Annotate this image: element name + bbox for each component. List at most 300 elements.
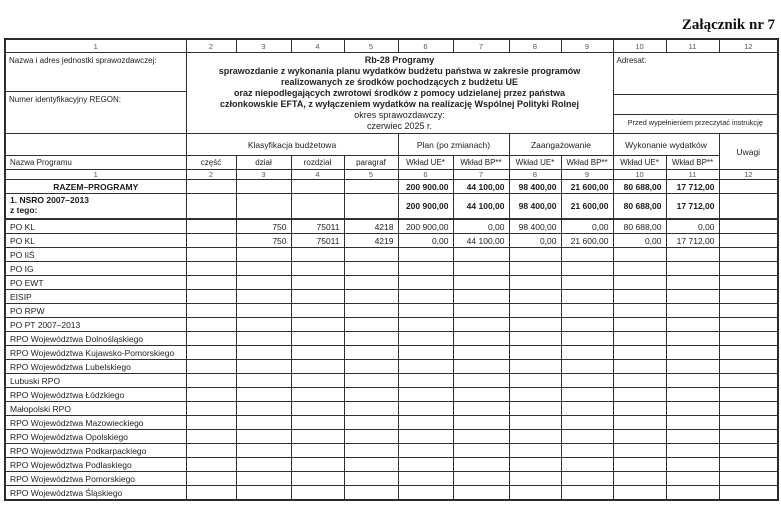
zaang-wklad-bp-value xyxy=(561,486,613,501)
plan-wklad-ue-value xyxy=(398,430,453,444)
plan-wklad-ue-value xyxy=(398,346,453,360)
rozdzial-value: 75011 xyxy=(291,219,344,234)
form-title-line: oraz niepodlegających zwrotowi środków z pomocy udzielanej przez państwa xyxy=(233,88,566,98)
wyk-wklad-bp-value: 0,00 xyxy=(666,219,719,234)
zaang-wklad-ue-value: 0,00 xyxy=(509,234,561,248)
regon-label: Numer identyfikacyjny REGON: xyxy=(9,95,122,104)
uwagi-value xyxy=(719,180,778,194)
plan-wklad-bp-value xyxy=(453,332,509,346)
form-title-line: członkowskie EFTA, z wyłączeniem wydatków na realizację Wspólnej Polityki Rolnej xyxy=(220,99,579,109)
dzial-value xyxy=(236,318,291,332)
program-rows xyxy=(5,180,778,501)
czesc-value xyxy=(186,304,236,318)
paragraf-value xyxy=(344,276,398,290)
rozdzial-value xyxy=(291,346,344,360)
table-row xyxy=(5,430,778,444)
zaang-wklad-bp-value xyxy=(561,360,613,374)
wyk-wklad-ue-value xyxy=(613,332,666,346)
rozdzial-value xyxy=(291,430,344,444)
uwagi-value xyxy=(719,416,778,430)
paragraf-value xyxy=(344,402,398,416)
czesc-value xyxy=(186,444,236,458)
czesc-value xyxy=(186,486,236,501)
zaang-wklad-bp-value xyxy=(561,416,613,430)
plan-wklad-bp-value xyxy=(453,276,509,290)
uwagi-value xyxy=(719,248,778,262)
zaang-wklad-bp-value xyxy=(561,262,613,276)
zaang-wklad-ue-value: 98 400,00 xyxy=(509,180,561,194)
zaang-wklad-ue-value xyxy=(509,248,561,262)
reporting-unit-cell xyxy=(5,53,186,134)
zaang-wklad-bp-value xyxy=(561,388,613,402)
program-name: RPO Województwa Pomorskiego xyxy=(5,472,186,486)
program-name: PO IG xyxy=(5,262,186,276)
table-row xyxy=(5,234,778,248)
column-number-row-sub xyxy=(5,170,778,180)
form-title-block xyxy=(186,53,613,134)
zaang-wklad-ue-value xyxy=(509,290,561,304)
czesc-value xyxy=(186,194,236,220)
czesc-value xyxy=(186,360,236,374)
table-row xyxy=(5,444,778,458)
form-title-line: realizowanych ze środków pochodzących z budżetu UE xyxy=(280,77,519,87)
column-number: 6 xyxy=(398,39,453,53)
uwagi-value xyxy=(719,430,778,444)
column-number: 11 xyxy=(666,170,719,180)
wyk-wklad-ue-value: 0,00 xyxy=(613,234,666,248)
plan-wklad-bp-value xyxy=(453,304,509,318)
wyk-wklad-ue-value xyxy=(613,262,666,276)
wyk-wklad-bp-header: Wkład BP** xyxy=(666,156,719,170)
paragraf-value xyxy=(344,416,398,430)
column-number: 10 xyxy=(613,170,666,180)
plan-group-header: Plan (po zmianach) xyxy=(398,134,509,156)
zaang-wklad-ue-value xyxy=(509,458,561,472)
classification-group-header: Klasyfikacja budżetowa xyxy=(186,134,398,156)
table-row xyxy=(5,388,778,402)
czesc-value xyxy=(186,318,236,332)
zaang-wklad-bp-value xyxy=(561,444,613,458)
column-number: 12 xyxy=(719,39,778,53)
czesc-value xyxy=(186,262,236,276)
paragraf-value: 4218 xyxy=(344,219,398,234)
column-number: 3 xyxy=(236,170,291,180)
table-row xyxy=(5,290,778,304)
program-name: EISIP xyxy=(5,290,186,304)
group-header-row xyxy=(5,134,778,156)
empty-corner-cell xyxy=(5,134,186,156)
table-row xyxy=(5,332,778,346)
paragraf-value xyxy=(344,332,398,346)
wyk-wklad-ue-value xyxy=(613,374,666,388)
table-row xyxy=(5,402,778,416)
wyk-wklad-ue-value xyxy=(613,458,666,472)
wyk-wklad-ue-value xyxy=(613,388,666,402)
zaang-wklad-ue-value xyxy=(509,374,561,388)
table-row xyxy=(5,219,778,234)
paragraf-value xyxy=(344,194,398,220)
column-number: 2 xyxy=(186,170,236,180)
dzial-value xyxy=(236,180,291,194)
dzial-value xyxy=(236,304,291,318)
uwagi-value xyxy=(719,486,778,501)
table-row xyxy=(5,458,778,472)
zaang-wklad-bp-value xyxy=(561,430,613,444)
column-number: 1 xyxy=(5,170,186,180)
paragraf-value xyxy=(344,360,398,374)
plan-wklad-bp-value xyxy=(453,416,509,430)
paragraf-value xyxy=(344,262,398,276)
program-name: PO KL xyxy=(5,234,186,248)
dzial-header: dział xyxy=(236,156,291,170)
execution-group-header: Wykonanie wydatków xyxy=(613,134,719,156)
zaang-wklad-ue-value xyxy=(509,472,561,486)
wyk-wklad-bp-value xyxy=(666,332,719,346)
plan-wklad-ue-value xyxy=(398,290,453,304)
paragraf-value xyxy=(344,248,398,262)
plan-wklad-bp-value xyxy=(453,402,509,416)
czesc-value xyxy=(186,346,236,360)
zaang-wklad-bp-value xyxy=(561,304,613,318)
table-row xyxy=(5,262,778,276)
column-number: 9 xyxy=(561,170,613,180)
wyk-wklad-bp-value: 17 712,00 xyxy=(666,234,719,248)
uwagi-value xyxy=(719,346,778,360)
plan-wklad-bp-value xyxy=(453,360,509,374)
column-number: 11 xyxy=(666,39,719,53)
zaang-wklad-ue-value xyxy=(509,346,561,360)
zaang-wklad-bp-value xyxy=(561,290,613,304)
czesc-value xyxy=(186,332,236,346)
uwagi-value xyxy=(719,194,778,220)
plan-wklad-ue-value xyxy=(398,472,453,486)
paragraf-value xyxy=(344,180,398,194)
column-number: 7 xyxy=(453,39,509,53)
program-name: PO IiŚ xyxy=(5,248,186,262)
czesc-value xyxy=(186,374,236,388)
dzial-value xyxy=(236,374,291,388)
zaang-wklad-bp-value xyxy=(561,472,613,486)
dzial-value xyxy=(236,402,291,416)
czesc-value xyxy=(186,430,236,444)
zaang-wklad-bp-value xyxy=(561,248,613,262)
zaang-wklad-bp-header: Wkład BP** xyxy=(561,156,613,170)
rozdzial-value xyxy=(291,180,344,194)
wyk-wklad-ue-value: 80 688,00 xyxy=(613,194,666,220)
instruction-note: Przed wypełnieniem przeczytać instrukcję xyxy=(627,118,763,127)
plan-wklad-ue-value: 200 900.00 xyxy=(398,180,453,194)
czesc-value xyxy=(186,416,236,430)
program-name: RPO Województwa Dolnośląskiego xyxy=(5,332,186,346)
plan-wklad-bp-value: 44 100,00 xyxy=(453,180,509,194)
column-number-row-top xyxy=(5,39,778,53)
column-number: 12 xyxy=(719,170,778,180)
plan-wklad-bp-value xyxy=(453,290,509,304)
program-name: Małopolski RPO xyxy=(5,402,186,416)
zaang-wklad-ue-value xyxy=(509,416,561,430)
czesc-value xyxy=(186,388,236,402)
plan-wklad-bp-value xyxy=(453,486,509,501)
rozdzial-value xyxy=(291,472,344,486)
reporting-unit-label: Nazwa i adres jednostki sprawozdawczej: xyxy=(6,53,186,92)
rozdzial-value xyxy=(291,486,344,501)
zaang-wklad-ue-value xyxy=(509,276,561,290)
zaang-wklad-ue-value xyxy=(509,332,561,346)
uwagi-value xyxy=(719,276,778,290)
program-name: Lubuski RPO xyxy=(5,374,186,388)
wyk-wklad-ue-value xyxy=(613,430,666,444)
dzial-value: 750 xyxy=(236,234,291,248)
wyk-wklad-bp-value xyxy=(666,402,719,416)
plan-wklad-bp-value xyxy=(453,346,509,360)
wyk-wklad-bp-value xyxy=(666,276,719,290)
wyk-wklad-ue-value xyxy=(613,304,666,318)
plan-wklad-bp-value xyxy=(453,374,509,388)
wyk-wklad-bp-value xyxy=(666,486,719,501)
column-number: 3 xyxy=(236,39,291,53)
plan-wklad-bp-value: 44 100,00 xyxy=(453,234,509,248)
dzial-value xyxy=(236,444,291,458)
program-name: PO PT 2007–2013 xyxy=(5,318,186,332)
zaang-wklad-bp-value xyxy=(561,458,613,472)
paragraf-value: 4219 xyxy=(344,234,398,248)
table-row xyxy=(5,346,778,360)
program-name-header: Nazwa Programu xyxy=(5,156,186,170)
rozdzial-value xyxy=(291,276,344,290)
plan-wklad-ue-value xyxy=(398,360,453,374)
table-row xyxy=(5,276,778,290)
zaang-wklad-bp-value xyxy=(561,346,613,360)
table-row xyxy=(5,374,778,388)
dzial-value xyxy=(236,194,291,220)
uwagi-value xyxy=(719,444,778,458)
table-row xyxy=(5,248,778,262)
czesc-value xyxy=(186,458,236,472)
wyk-wklad-ue-value xyxy=(613,290,666,304)
wyk-wklad-ue-value xyxy=(613,486,666,501)
wyk-wklad-ue-value: 80 688,00 xyxy=(613,219,666,234)
wyk-wklad-ue-value xyxy=(613,416,666,430)
program-name: 1. NSRO 2007–2013 z tego: xyxy=(5,194,186,220)
table-row xyxy=(5,180,778,194)
dzial-value xyxy=(236,290,291,304)
rozdzial-value xyxy=(291,388,344,402)
wyk-wklad-ue-value xyxy=(613,402,666,416)
paragraf-value xyxy=(344,430,398,444)
dzial-value xyxy=(236,472,291,486)
rozdzial-header: rozdział xyxy=(291,156,344,170)
zaang-wklad-bp-value xyxy=(561,318,613,332)
dzial-value: 750 xyxy=(236,219,291,234)
wyk-wklad-bp-value: 17 712,00 xyxy=(666,194,719,220)
uwagi-value xyxy=(719,262,778,276)
zaang-wklad-ue-value xyxy=(509,360,561,374)
plan-wklad-ue-value xyxy=(398,262,453,276)
column-number: 1 xyxy=(5,39,186,53)
column-number: 9 xyxy=(561,39,613,53)
czesc-value xyxy=(186,472,236,486)
czesc-header: część xyxy=(186,156,236,170)
program-name: PO KL xyxy=(5,219,186,234)
wyk-wklad-ue-value: 80 688,00 xyxy=(613,180,666,194)
rozdzial-value xyxy=(291,248,344,262)
plan-wklad-bp-value xyxy=(453,458,509,472)
rozdzial-value xyxy=(291,304,344,318)
column-number: 2 xyxy=(186,39,236,53)
zaang-wklad-bp-value xyxy=(561,374,613,388)
zaang-wklad-ue-value xyxy=(509,318,561,332)
zaang-wklad-bp-value xyxy=(561,332,613,346)
dzial-value xyxy=(236,346,291,360)
wyk-wklad-ue-value xyxy=(613,346,666,360)
zaang-wklad-ue-value: 98 400,00 xyxy=(509,219,561,234)
wyk-wklad-bp-value xyxy=(666,304,719,318)
program-name: RPO Województwa Opolskiego xyxy=(5,430,186,444)
rozdzial-value xyxy=(291,332,344,346)
table-row xyxy=(5,194,778,220)
wyk-wklad-bp-value xyxy=(666,374,719,388)
table-row xyxy=(5,416,778,430)
form-code-title: Rb-28 Programy xyxy=(364,55,435,65)
column-number: 7 xyxy=(453,170,509,180)
wyk-wklad-ue-value xyxy=(613,318,666,332)
column-number: 8 xyxy=(509,39,561,53)
plan-wklad-ue-value xyxy=(398,388,453,402)
dzial-value xyxy=(236,416,291,430)
zaang-wklad-ue-value xyxy=(509,444,561,458)
czesc-value xyxy=(186,290,236,304)
zaang-wklad-ue-value: 98 400,00 xyxy=(509,194,561,220)
zaang-wklad-bp-value xyxy=(561,402,613,416)
uwagi-value xyxy=(719,332,778,346)
uwagi-value xyxy=(719,318,778,332)
plan-wklad-bp-value xyxy=(453,318,509,332)
plan-wklad-bp-header: Wkład BP** xyxy=(453,156,509,170)
uwagi-value xyxy=(719,374,778,388)
program-name: RPO Województwa Łódzkiego xyxy=(5,388,186,402)
program-name: RPO Województwa Śląskiego xyxy=(5,486,186,501)
sub-header-row xyxy=(5,156,778,170)
zaang-wklad-bp-value: 0,00 xyxy=(561,219,613,234)
plan-wklad-bp-value xyxy=(453,472,509,486)
table-row xyxy=(5,360,778,374)
paragraf-value xyxy=(344,290,398,304)
column-number: 6 xyxy=(398,170,453,180)
program-name: RPO Województwa Mazowieckiego xyxy=(5,416,186,430)
addressee-empty-box xyxy=(614,95,778,115)
form-title-line: sprawozdanie z wykonania planu wydatków budżetu państwa w zakresie programów xyxy=(218,66,581,76)
plan-wklad-ue-value xyxy=(398,374,453,388)
czesc-value xyxy=(186,402,236,416)
zaang-wklad-ue-value xyxy=(509,304,561,318)
rozdzial-value xyxy=(291,458,344,472)
uwagi-value xyxy=(719,472,778,486)
wyk-wklad-bp-value xyxy=(666,360,719,374)
program-name: RPO Województwa Podlaskiego xyxy=(5,458,186,472)
uwagi-value xyxy=(719,388,778,402)
wyk-wklad-ue-header: Wkład UE* xyxy=(613,156,666,170)
plan-wklad-ue-value xyxy=(398,248,453,262)
plan-wklad-bp-value xyxy=(453,430,509,444)
zaang-wklad-bp-value xyxy=(561,276,613,290)
uwagi-value xyxy=(719,219,778,234)
rozdzial-value xyxy=(291,318,344,332)
wyk-wklad-ue-value xyxy=(613,248,666,262)
wyk-wklad-bp-value xyxy=(666,458,719,472)
czesc-value xyxy=(186,180,236,194)
paragraf-value xyxy=(344,318,398,332)
paragraf-value xyxy=(344,374,398,388)
paragraf-header: paragraf xyxy=(344,156,398,170)
dzial-value xyxy=(236,486,291,501)
rozdzial-value xyxy=(291,194,344,220)
plan-wklad-ue-value xyxy=(398,332,453,346)
attachment-label: Załącznik nr 7 xyxy=(681,17,775,33)
reporting-period-value: czerwiec 2025 r. xyxy=(366,121,433,131)
czesc-value xyxy=(186,276,236,290)
dzial-value xyxy=(236,248,291,262)
addressee-label: Adresat: xyxy=(614,53,778,95)
plan-wklad-ue-value: 0,00 xyxy=(398,234,453,248)
plan-wklad-bp-value: 0,00 xyxy=(453,219,509,234)
zaang-wklad-ue-header: Wkład UE* xyxy=(509,156,561,170)
reporting-period-label: okres sprawozdawczy: xyxy=(354,110,445,120)
wyk-wklad-ue-value xyxy=(613,472,666,486)
uwagi-value xyxy=(719,360,778,374)
uwagi-value xyxy=(719,458,778,472)
uwagi-value xyxy=(719,290,778,304)
paragraf-value xyxy=(344,458,398,472)
paragraf-value xyxy=(344,304,398,318)
czesc-value xyxy=(186,234,236,248)
plan-wklad-bp-value xyxy=(453,388,509,402)
plan-wklad-ue-value xyxy=(398,276,453,290)
paragraf-value xyxy=(344,486,398,501)
dzial-value xyxy=(236,276,291,290)
wyk-wklad-bp-value xyxy=(666,416,719,430)
dzial-value xyxy=(236,332,291,346)
dzial-value xyxy=(236,388,291,402)
uwagi-value xyxy=(719,234,778,248)
plan-wklad-ue-value xyxy=(398,402,453,416)
wyk-wklad-bp-value xyxy=(666,430,719,444)
zaang-wklad-bp-value: 21 600,00 xyxy=(561,180,613,194)
column-number: 10 xyxy=(613,39,666,53)
column-number: 4 xyxy=(291,39,344,53)
plan-wklad-ue-header: Wkład UE* xyxy=(398,156,453,170)
rozdzial-value: 75011 xyxy=(291,234,344,248)
plan-wklad-ue-value: 200 900,00 xyxy=(398,219,453,234)
rozdzial-value xyxy=(291,360,344,374)
table-row xyxy=(5,304,778,318)
wyk-wklad-bp-value: 17 712,00 xyxy=(666,180,719,194)
addressee-cell xyxy=(613,53,778,134)
zaang-wklad-ue-value xyxy=(509,262,561,276)
table-row xyxy=(5,318,778,332)
plan-wklad-bp-value xyxy=(453,444,509,458)
dzial-value xyxy=(236,430,291,444)
wyk-wklad-ue-value xyxy=(613,360,666,374)
rozdzial-value xyxy=(291,290,344,304)
zaang-wklad-bp-value: 21 600,00 xyxy=(561,194,613,220)
program-name: RAZEM–PROGRAMY xyxy=(5,180,186,194)
plan-wklad-bp-value xyxy=(453,262,509,276)
dzial-value xyxy=(236,360,291,374)
wyk-wklad-bp-value xyxy=(666,290,719,304)
uwagi-value xyxy=(719,402,778,416)
paragraf-value xyxy=(344,444,398,458)
column-number: 4 xyxy=(291,170,344,180)
